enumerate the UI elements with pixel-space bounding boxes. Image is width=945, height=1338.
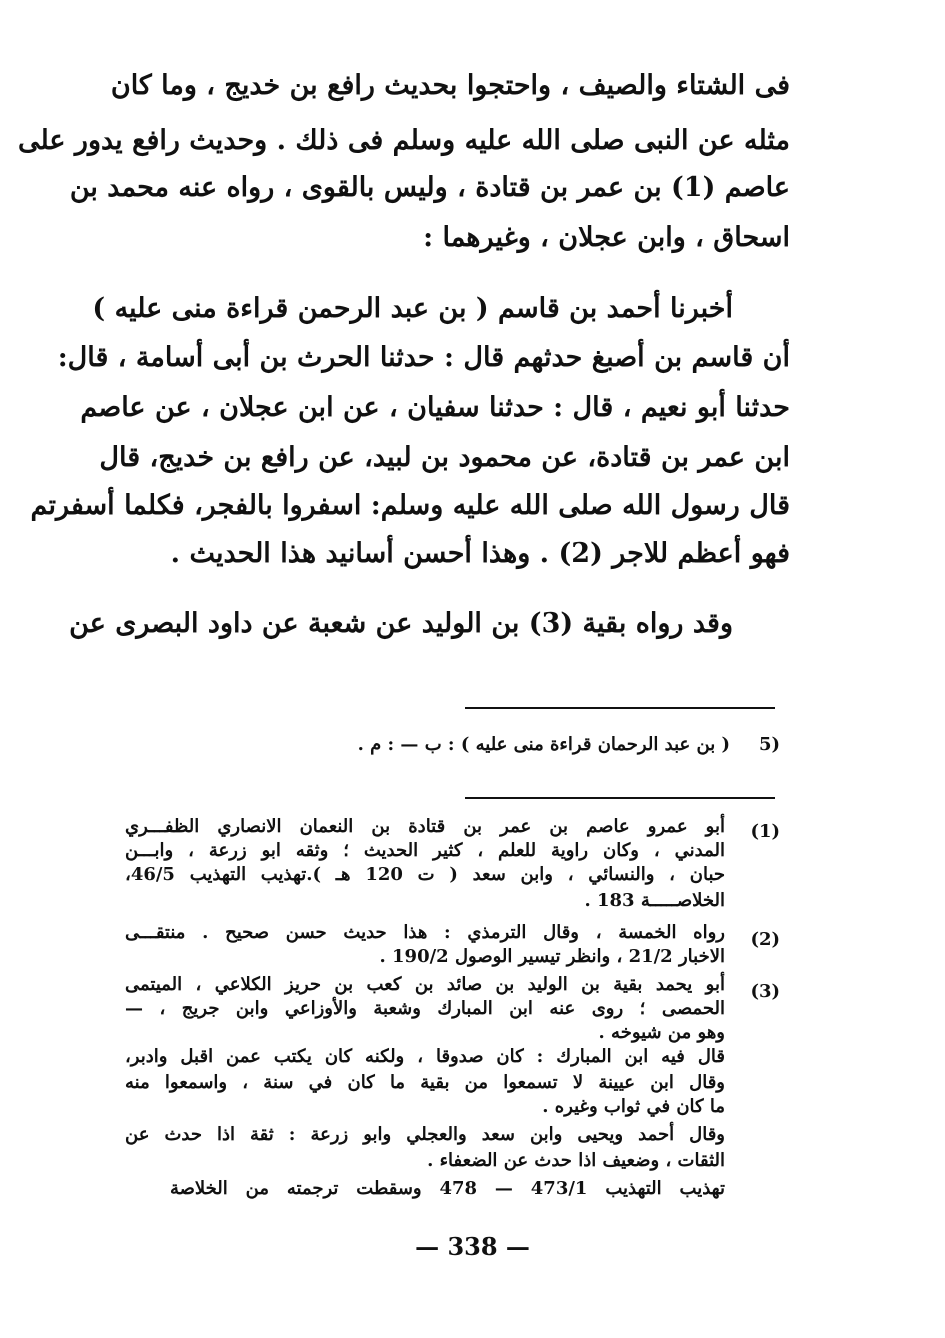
body-line: عاصم (1) بن عمر بن قتادة ، وليس بالقوى ، رواه عنه محمد بن [69, 172, 790, 203]
footnote-number: (2) [750, 929, 780, 950]
footnote-line: وقال ابن عيينة لا تسمعوا من بقية ما كان في سنة ، واسمعوا منه [125, 1072, 725, 1093]
variant-note-text: ( بن عبد الرحمان قراءة منى عليه ) : ب — : م . [357, 734, 730, 755]
body-line: أن قاسم بن أصبغ حدثهم قال : حدثنا الحرث بن أبى أسامة ، قال: [57, 342, 790, 373]
page-number: — 338 — [415, 1232, 530, 1261]
footnote-line: الحمصى ؛ روى عنه ابن المبارك وشعبة والأوزاعي وابن جريج ، — [125, 998, 725, 1019]
footnote-line: الاخبار 21/2 ، وانظر تيسير الوصول 190/2 . [379, 946, 725, 967]
footnote-line: وقال أحمد ويحيى وابن سعد والعجلي وابو زرعة : ثقة اذا حدث عن [125, 1124, 725, 1145]
body-line: مثله عن النبى صلى الله عليه وسلم فى ذلك . وحديث رافع يدور على [17, 125, 790, 156]
footnote-line: وهو من شيوخه . [598, 1022, 725, 1043]
footnote-divider [465, 797, 775, 799]
body-line: فهو أعظم للاجر (2) . وهذا أحسن أسانيد هذا الحديث . [170, 538, 790, 569]
body-line: أخبرنا أحمد بن قاسم ( بن عبد الرحمن قراءة منى عليه ) [92, 293, 733, 324]
body-line: قال رسول الله صلى الله عليه وسلم: اسفروا بالفجر، فكلما أسفرتم [30, 490, 790, 521]
footnote-line: الخلاصـــــة 183 . [584, 890, 725, 911]
body-line: حدثنا أبو نعيم ، قال : حدثنا سفيان ، عن ابن عجلان ، عن عاصم [80, 392, 790, 423]
body-line: وقد رواه بقية (3) بن الوليد عن شعبة عن داود البصرى عن [69, 608, 733, 639]
footnote-number: (1) [750, 821, 780, 842]
footnote-line: رواه الخمسة ، وقال الترمذي : هذا حديث حسن صحيح . منتقـــى [125, 922, 725, 943]
footnote-divider [465, 707, 775, 709]
footnote-line: ما كان في ثواب وغيره . [542, 1096, 725, 1117]
body-line: ابن عمر بن قتادة، عن محمود بن لبيد، عن رافع بن خديج، قال [99, 442, 790, 473]
footnote-line: أبو يحمد بقية بن الوليد بن صائد بن كعب بن حريز الكلاعي ، الميتمى [125, 974, 725, 995]
body-line: اسحاق ، وابن عجلان ، وغيرهما : [423, 222, 790, 253]
footnote-line: أبو عمرو عاصم بن عمر بن قتادة بن النعمان الانصاري الظفـــري [125, 816, 725, 837]
footnote-line: حبان ، والنسائي ، وابن سعد ( ت 120 هـ ).تهذيب التهذيب 46/5، [125, 864, 726, 885]
footnote-line: قال فيه ابن المبارك : كان صدوقا ، ولكنه كان يكتب عمن اقبل وادبر، [125, 1046, 725, 1067]
footnote-line: الثقات ، وضعيف اذا حدث عن الضعفاء . [427, 1150, 725, 1171]
variant-note-number: 5) [758, 734, 780, 755]
body-line: فى الشتاء والصيف ، واحتجوا بحديث رافع بن خديج ، وما كان [110, 70, 790, 101]
footnote-number: (3) [750, 981, 780, 1002]
footnote-line: تهذيب التهذيب 473/1 — 478 وسقطت ترجمته من الخلاصة [170, 1178, 725, 1199]
footnote-line: المدني ، وكان راوية للعلم ، كثير الحديث ؛ وثقه ابو زرعة ، وابـــن [125, 840, 725, 861]
